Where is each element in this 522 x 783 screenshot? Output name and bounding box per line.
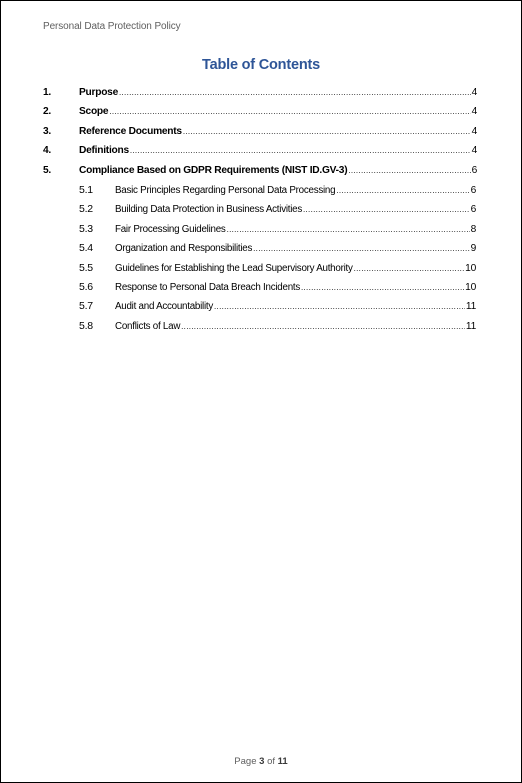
toc-entry-page: 6 bbox=[470, 204, 476, 216]
toc-leader-dots bbox=[130, 145, 471, 156]
page-footer bbox=[1, 756, 521, 767]
toc-subentry-building-data-protection[interactable] bbox=[43, 203, 476, 222]
toc-entry-label: Scope bbox=[79, 106, 109, 118]
toc-subentry-fair-processing[interactable] bbox=[43, 223, 476, 242]
toc-entry-definitions[interactable] bbox=[43, 145, 477, 164]
toc-entry-number: 5.3 bbox=[79, 222, 93, 235]
toc-subentry-lead-supervisory-authority[interactable] bbox=[43, 262, 476, 281]
toc-leader-dots bbox=[227, 224, 470, 235]
toc-leader-dots bbox=[253, 243, 469, 254]
toc-entry-number: 5.6 bbox=[79, 280, 93, 293]
toc-entry-number: 5.8 bbox=[79, 319, 93, 332]
toc-entry-label: Organization and Responsibilities bbox=[115, 243, 253, 255]
toc-subentry-conflicts-of-law[interactable] bbox=[43, 320, 476, 339]
toc-title: Table of Contents bbox=[202, 57, 320, 73]
toc-entry-page: 6 bbox=[470, 184, 476, 196]
toc-entry-reference-documents[interactable] bbox=[43, 126, 477, 145]
toc-entry-number: 5.4 bbox=[79, 242, 93, 255]
toc-entry-purpose[interactable] bbox=[43, 87, 477, 106]
toc-leader-dots bbox=[214, 301, 465, 312]
toc-subentry-breach-response[interactable] bbox=[43, 281, 476, 300]
toc-entry-number: 4. bbox=[43, 145, 51, 157]
toc-entry-number: 5.1 bbox=[79, 183, 93, 196]
toc-entry-label: Basic Principles Regarding Personal Data Processing bbox=[115, 184, 336, 196]
toc-leader-dots bbox=[183, 126, 471, 137]
toc-entry-number: 5.5 bbox=[79, 261, 93, 274]
toc-leader-dots bbox=[303, 204, 470, 215]
toc-leader-dots bbox=[181, 321, 465, 332]
toc-entry-label: Compliance Based on GDPR Requirements (NIST ID.GV-3) bbox=[79, 164, 348, 176]
toc-entry-page: 10 bbox=[465, 281, 476, 293]
toc-entry-scope[interactable] bbox=[43, 106, 477, 125]
toc-entry-label: Conflicts of Law bbox=[115, 320, 181, 332]
toc-entry-label: Building Data Protection in Business Activities bbox=[115, 204, 303, 216]
toc-subentry-audit[interactable] bbox=[43, 300, 476, 319]
toc-entry-page: 4 bbox=[471, 145, 477, 157]
toc-entry-page: 9 bbox=[470, 243, 476, 255]
toc-entry-number: 5.7 bbox=[79, 300, 93, 313]
toc-entry-label: Reference Documents bbox=[79, 125, 182, 137]
toc-entry-label: Definitions bbox=[79, 145, 129, 157]
toc-leader-dots bbox=[119, 87, 471, 98]
toc-subentry-basic-principles[interactable] bbox=[43, 184, 476, 203]
toc-entry-compliance-gdpr[interactable] bbox=[43, 165, 477, 184]
footer-page-prefix: Page bbox=[234, 756, 257, 767]
toc-entry-number: 2. bbox=[43, 106, 51, 118]
toc-leader-dots bbox=[109, 106, 470, 117]
toc-leader-dots bbox=[348, 165, 470, 176]
toc-entry-page: 8 bbox=[470, 223, 476, 235]
toc-entry-page: 4 bbox=[471, 106, 477, 118]
toc-leader-dots bbox=[336, 185, 469, 196]
toc-entry-page: 6 bbox=[471, 164, 477, 176]
footer-total-pages: 11 bbox=[277, 756, 288, 767]
toc-entry-label: Audit and Accountability bbox=[115, 301, 214, 313]
toc-entry-label: Purpose bbox=[79, 87, 119, 98]
footer-current-page: 3 bbox=[259, 756, 265, 767]
toc-leader-dots bbox=[301, 282, 464, 293]
toc-entry-page: 4 bbox=[471, 125, 477, 137]
toc-entry-number: 5. bbox=[43, 164, 51, 176]
toc-entry-page: 11 bbox=[465, 320, 476, 332]
footer-page-separator: of bbox=[267, 756, 275, 767]
toc-subentry-organization[interactable] bbox=[43, 242, 476, 261]
toc-entry-label: Response to Personal Data Breach Incidents bbox=[115, 281, 301, 293]
toc-entry-label: Guidelines for Establishing the Lead Supervisory Authority bbox=[115, 262, 353, 274]
toc-entry-label: Fair Processing Guidelines bbox=[115, 223, 226, 235]
toc-leader-dots bbox=[354, 263, 465, 274]
toc-entry-page: 4 bbox=[471, 87, 477, 98]
toc-entry-number: 3. bbox=[43, 125, 51, 137]
toc-entry-number: 1. bbox=[43, 87, 51, 98]
table-of-contents bbox=[43, 87, 477, 339]
toc-entry-number: 5.2 bbox=[79, 203, 93, 216]
page-header: Personal Data Protection Policy bbox=[43, 21, 181, 32]
toc-entry-page: 10 bbox=[465, 262, 476, 274]
toc-entry-page: 11 bbox=[465, 301, 476, 313]
